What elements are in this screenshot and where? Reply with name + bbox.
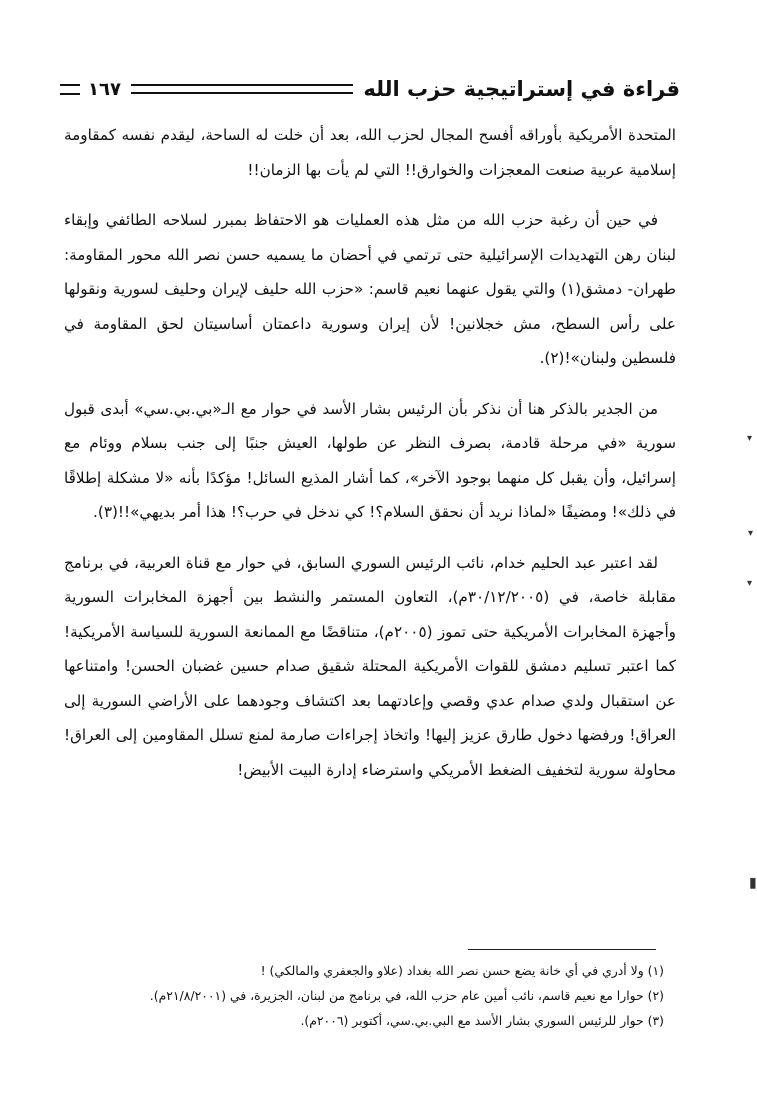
paragraph: في حين أن رغبة حزب الله من مثل هذه العمليات هو الاحتفاظ بمبرر لسلاحه الطائفي وإبقاء لبنان رهن التهديدات الإسرائيلية حتى ترتمي في أحضان ما يسميه حسن نصر الله محور المقاومة: طهران- دمشق(١) والتي يقول عنهما نعيم قاسم: «حزب الله حليف لإيران وحليف لسورية ونقولها على رأس السطح، مش خجلانين! لأن إيران وسورية داعمتان أساسيتان لحق المقاومة في فلسطين ولبنان»!(٢). (64, 211, 677, 367)
scan-margin-mark: ▮ (749, 875, 757, 891)
footnotes (64, 958, 664, 1033)
footnote: (٢) حوارا مع نعيم قاسم، نائب أمين عام حزب الله، في برنامج من لبنان، الجزيرة، في (٢١/٨/٢٠٠١م). (149, 988, 664, 1003)
paragraph: المتحدة الأمريكية بأوراقه أفسح المجال لحزب الله، بعد أن خلت له الساحة، ليقدم نفسه كمقاومة إسلامية عربية صنعت المعجزات والخوارق!! التي لم يأت بها الزمان!! (64, 126, 676, 179)
scan-margin-mark: ▾ (747, 433, 753, 444)
footnote: (١) ولا أدري في أي خانة يضع حسن نصر الله بغداد (علاو والجعفري والمالكي) ! (260, 963, 664, 978)
scan-margin-mark: ▾ (747, 578, 753, 589)
header-rule (131, 84, 353, 94)
paragraph: من الجدير بالذكر هنا أن نذكر بأن الرئيس بشار الأسد في حوار مع الـ«بي.بي.سي» أبدى قبول سورية «في مرحلة قادمة، بصرف النظر عن طولها، العيش جنبًا إلى جنب بسلام ووئام مع إسرائيل، وأن يقبل كل منهما بوجود الآخر»، كما أشار المذيع السائل! مؤكدًا بأنه «لا مشكلة إطلاقًا في ذلك»! ومضيفًا «لماذا نريد أن نحقق السلام؟! كي ندخل في حرب؟! هذا أمر بديهي»!!(٣). (64, 399, 676, 521)
running-title: قراءة في إستراتيجية حزب الله (363, 77, 680, 101)
body-text (64, 118, 676, 787)
paragraph: لقد اعتبر عبد الحليم خدام، نائب الرئيس السوري السابق، في حوار مع قناة العربية، في برنامج مقابلة خاصة، في (٣٠/١٢/٢٠٠٥م)، التعاون المستمر والنشط بين أجهزة المخابرات السورية وأجهزة المخابرات الأمريكية حتى تموز (٢٠٠٥م)، متناقضًا مع الممانعة السورية للسياسة الأمريكية! كما اعتبر تسليم دمشق للقوات الأمريكية المحتلة شقيق صدام حسين غضبان الحسن! وامتناعها عن استقبال ولدي صدام عدي وقصي وإعادتهما بعد اكتشاف وجودهما على الأراضي السورية إلى العراق! ورفضها دخول طارق عزيز إليها! واتخاذ إجراءات صارمة لمنع تسلل المقاومين إلى العراق! محاولة سورية لتخفيف الضغط الأمريكي واسترضاء إدارة البيت الأبيض! (64, 553, 676, 779)
page-header (60, 72, 680, 106)
footnote: (٣) حوار للرئيس السوري بشار الأسد مع البي.بي.سي، أكتوبر (٢٠٠٦م). (300, 1013, 664, 1028)
scan-margin-mark: ▾ (748, 528, 754, 539)
footnote-separator (468, 949, 656, 950)
page-number: ١٦٧ (88, 78, 121, 100)
header-end-mark (60, 84, 80, 95)
